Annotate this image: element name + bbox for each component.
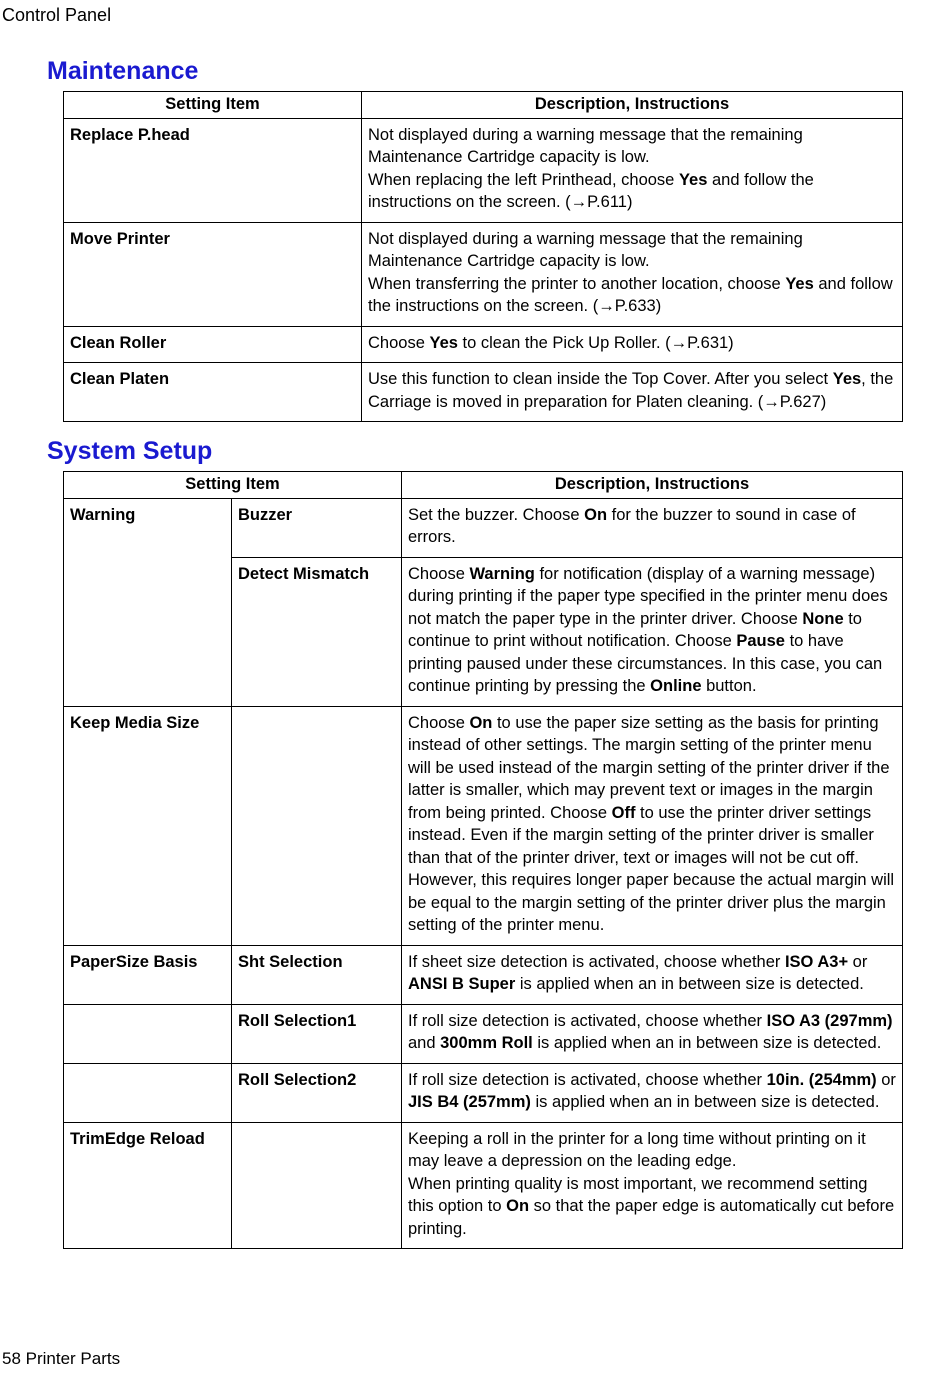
description-text: Not displayed during a warning message that the remaining Maintenance Cartridge capacity is low. [368,125,803,166]
setting-item-group [64,557,232,706]
setting-subitem: Sht Selection [232,945,402,1004]
description-text: Use this function to clean inside the Top Cover. After you select [368,370,833,388]
table-row [64,118,903,222]
setting-item: Clean Platen [64,363,362,422]
description-text: When printing quality is most important, we recommend setting this option to [408,1174,868,1215]
description-text: so that the paper edge is automatically cut before printing. [408,1197,895,1238]
table-row [64,557,903,706]
description-text: If sheet size detection is activated, choose whether [408,952,785,971]
column-header-setting-item: Setting Item [64,92,362,119]
setting-description [402,1122,903,1249]
setting-item: Clean Roller [64,326,362,363]
setting-description [362,222,903,326]
system-setup-title: System Setup [47,437,213,465]
description-emphasis: Off [611,803,636,822]
setting-subitem: Detect Mismatch [232,557,402,706]
description-text: and follow the instructions on the screen. (→P.633) [368,274,893,315]
description-emphasis: ANSI B Super [408,975,516,993]
description-text: Choose [368,333,430,352]
description-emphasis: JIS B4 (257mm) [408,1093,531,1111]
description-emphasis: On [584,505,608,524]
setting-item-group: Keep Media Size [64,706,232,945]
description-text: or [848,952,868,971]
page-footer: 58 Printer Parts [2,1349,121,1368]
description-emphasis: Pause [736,632,785,650]
setting-subitem: Roll Selection1 [232,1004,402,1063]
setting-item-group [64,1004,232,1063]
setting-description [362,326,903,363]
setting-description [402,1063,903,1122]
description-emphasis: Yes [832,370,862,388]
setting-item: Replace P.head [64,118,362,222]
setting-item-group: Warning [64,498,232,557]
description-text: for the buzzer to sound in case of errors. [408,505,856,546]
description-emphasis: Warning [469,564,535,583]
description-emphasis: ISO A3+ [784,952,849,971]
setting-description [362,363,903,422]
setting-description [402,706,903,945]
description-text: Keeping a roll in the printer for a long time without printing on it may leave a depression on the leading edge. [408,1129,866,1170]
setting-description [402,498,903,557]
setting-description [362,118,903,222]
column-header-description: Description, Instructions [402,472,903,499]
setting-subitem [232,1122,402,1249]
column-header-description: Description, Instructions [362,92,903,119]
description-emphasis: 300mm Roll [440,1034,533,1052]
description-text: When replacing the left Printhead, choose [368,170,679,189]
table-row [64,363,903,422]
description-text: is applied when an in between size is detected. [532,1034,882,1052]
table-row [64,498,903,557]
description-text: Choose [408,564,470,583]
table-row [64,1122,903,1249]
table-row [64,706,903,945]
description-text: , the Carriage is moved in preparation for Platen cleaning. (→P.627) [368,370,894,411]
page-header: Control Panel [2,5,112,25]
maintenance-table [63,91,903,422]
description-text: When transferring the printer to another location, choose [368,274,786,293]
description-text: is applied when an in between size is detected. [515,975,864,993]
setting-item-group: TrimEdge Reload [64,1122,232,1249]
setting-subitem: Buzzer [232,498,402,557]
description-emphasis: Online [650,677,702,695]
setting-item: Move Printer [64,222,362,326]
description-emphasis: Yes [678,170,708,189]
description-text: Set the buzzer. Choose [408,505,585,524]
setting-description [402,1004,903,1063]
setting-subitem: Roll Selection2 [232,1063,402,1122]
description-text: or [876,1070,896,1089]
description-text: Not displayed during a warning message that the remaining Maintenance Cartridge capacity is low. [368,229,803,270]
description-text: to clean the Pick Up Roller. (→P.631) [457,333,734,352]
setting-subitem [232,706,402,945]
setting-item-group: PaperSize Basis [64,945,232,1004]
setting-description [402,945,903,1004]
description-text: to use the printer driver settings instead. Even if the margin setting of the printer driver is smaller than that of the printer driver, text or images will not be cut off. However, this requires longer paper because the actual margin will be equal to the margin setting of the printer driver plus the margin setting of the printer menu. [408,803,895,934]
description-text: and follow the instructions on the screen. (→P.611) [368,170,814,211]
description-emphasis: On [506,1197,530,1215]
description-emphasis: Yes [785,274,814,293]
description-emphasis: Yes [429,333,458,352]
description-emphasis: On [469,713,493,732]
maintenance-title: Maintenance [47,57,199,85]
column-header-setting-item: Setting Item [64,472,402,499]
description-emphasis: None [802,609,844,628]
table-row [64,222,903,326]
description-text: for notification (display of a warning message) during printing if the paper type specified in the printer menu does not match the paper type in the printer driver. Choose [408,564,888,628]
setting-item-group [64,1063,232,1122]
description-text: button. [701,677,757,695]
description-emphasis: ISO A3 (297mm) [766,1011,893,1030]
table-row [64,1004,903,1063]
table-row [64,326,903,363]
table-row [64,1063,903,1122]
description-text: and [408,1034,441,1052]
description-text: If roll size detection is activated, choose whether [408,1070,767,1089]
table-row [64,945,903,1004]
description-text: If roll size detection is activated, choose whether [408,1011,767,1030]
description-text: to use the paper size setting as the basis for printing instead of other settings. The margin setting of the printer menu will be used instead of the margin setting of the printer driver if the latter is smaller, which may prevent text or images in the margin from being printed. Choose [408,713,890,822]
setting-description [402,557,903,706]
description-emphasis: 10in. (254mm) [766,1070,877,1089]
description-text: to have printing paused under these circumstances. In this case, you can continue printing by pressing the [408,632,883,695]
description-text: to continue to print without notification. Choose [408,609,862,650]
description-text: is applied when an in between size is detected. [530,1093,880,1111]
description-text: Choose [408,713,470,732]
system-setup-table [63,471,903,1249]
